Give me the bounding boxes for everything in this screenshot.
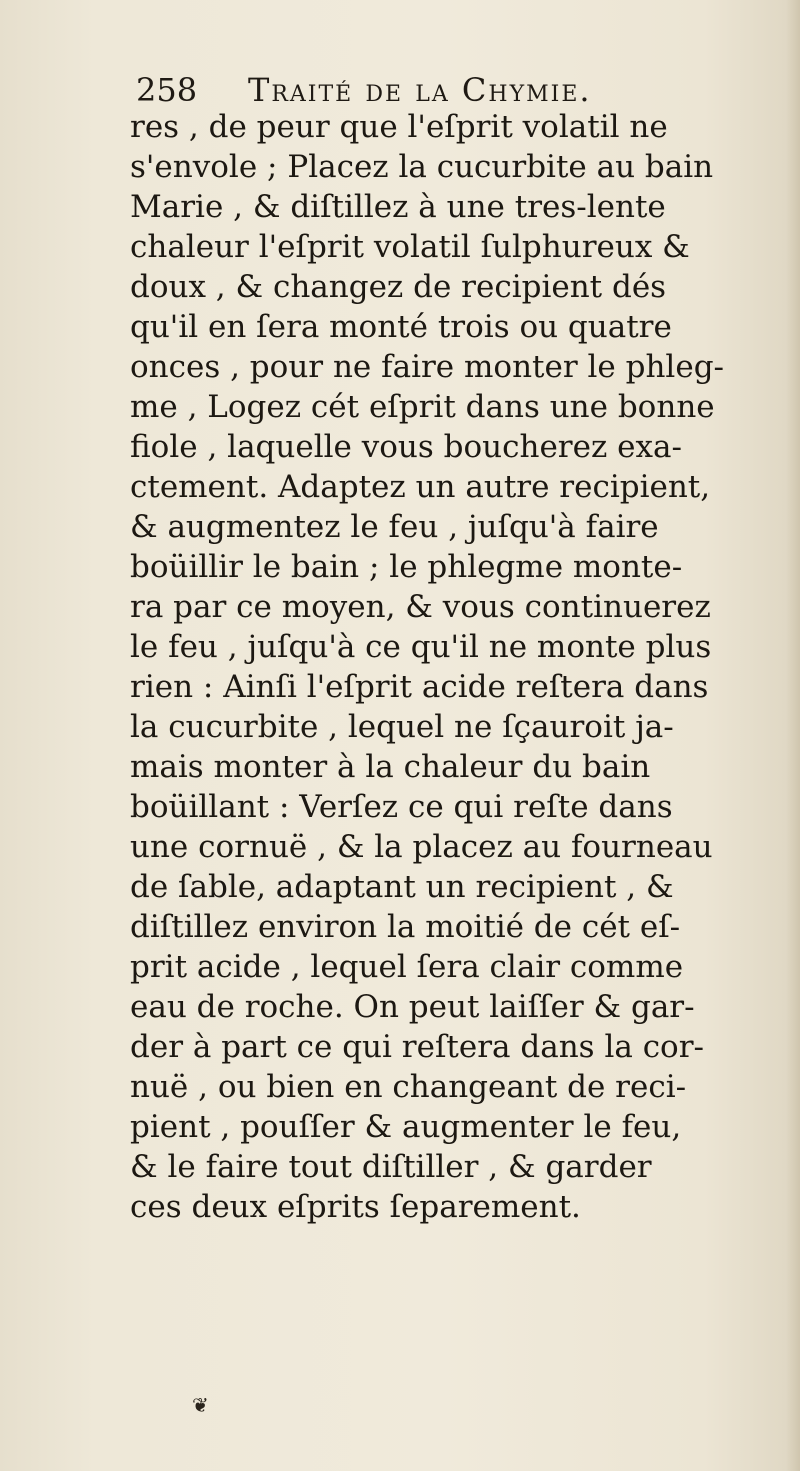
body-text (130, 107, 780, 1227)
printer-mark-icon: ❦ (192, 1393, 209, 1417)
text-line: onces , pour ne faire monter le phleg- (130, 349, 725, 385)
text-line: nuë , ou bien en changeant de reci- (130, 1069, 687, 1105)
text-line: Marie , & diſtillez à une tres-lente (130, 189, 666, 225)
text-line: mais monter à la chaleur du bain (130, 749, 651, 785)
text-line: boüillant : Verſez ce qui reſte dans (130, 789, 673, 825)
text-line: qu'il en ſera monté trois ou quatre (130, 309, 672, 345)
text-line: res , de peur que l'eſprit volatil ne (130, 109, 668, 145)
text-line: prit acide , lequel ſera clair comme (130, 949, 684, 985)
text-line: der à part ce qui reſtera dans la cor- (130, 1029, 705, 1065)
text-line: ces deux eſprits ſeparement. (130, 1189, 581, 1225)
text-line: diſtillez environ la moitié de cét eſ- (130, 909, 681, 945)
text-line: fiole , laquelle vous boucherez exa- (130, 429, 682, 465)
page-number: 258 (136, 71, 198, 109)
text-line: le feu , juſqu'à ce qu'il ne monte plus (130, 629, 712, 665)
text-line: ctement. Adaptez un autre recipient, (130, 469, 711, 505)
text-line: une cornuë , & la placez au fourneau (130, 829, 713, 865)
text-line: doux , & changez de recipient dés (130, 269, 667, 305)
text-line: & le faire tout diſtiller , & garder (130, 1149, 652, 1185)
text-line: s'envole ; Placez la cucurbite au bain (130, 149, 714, 185)
text-line: me , Logez cét eſprit dans une bonne (130, 389, 715, 425)
text-line: rien : Ainſi l'eſprit acide reſtera dans (130, 669, 709, 705)
text-line: de ſable, adaptant un recipient , & (130, 869, 674, 905)
text-line: pient , pouſſer & augmenter le feu, (130, 1109, 682, 1145)
running-title: Traité de la Chymie. (248, 71, 592, 109)
page-edge-shadow (786, 0, 800, 1471)
text-line: & augmentez le feu , juſqu'à faire (130, 509, 659, 545)
text-line: la cucurbite , lequel ne ſçauroit ja- (130, 709, 674, 745)
text-line: chaleur l'eſprit volatil ſulphureux & (130, 229, 690, 265)
text-line: eau de roche. On peut laiſſer & gar- (130, 989, 695, 1025)
text-line: ra par ce moyen, & vous continuerez (130, 589, 711, 625)
text-line: boüillir le bain ; le phlegme monte- (130, 549, 683, 585)
